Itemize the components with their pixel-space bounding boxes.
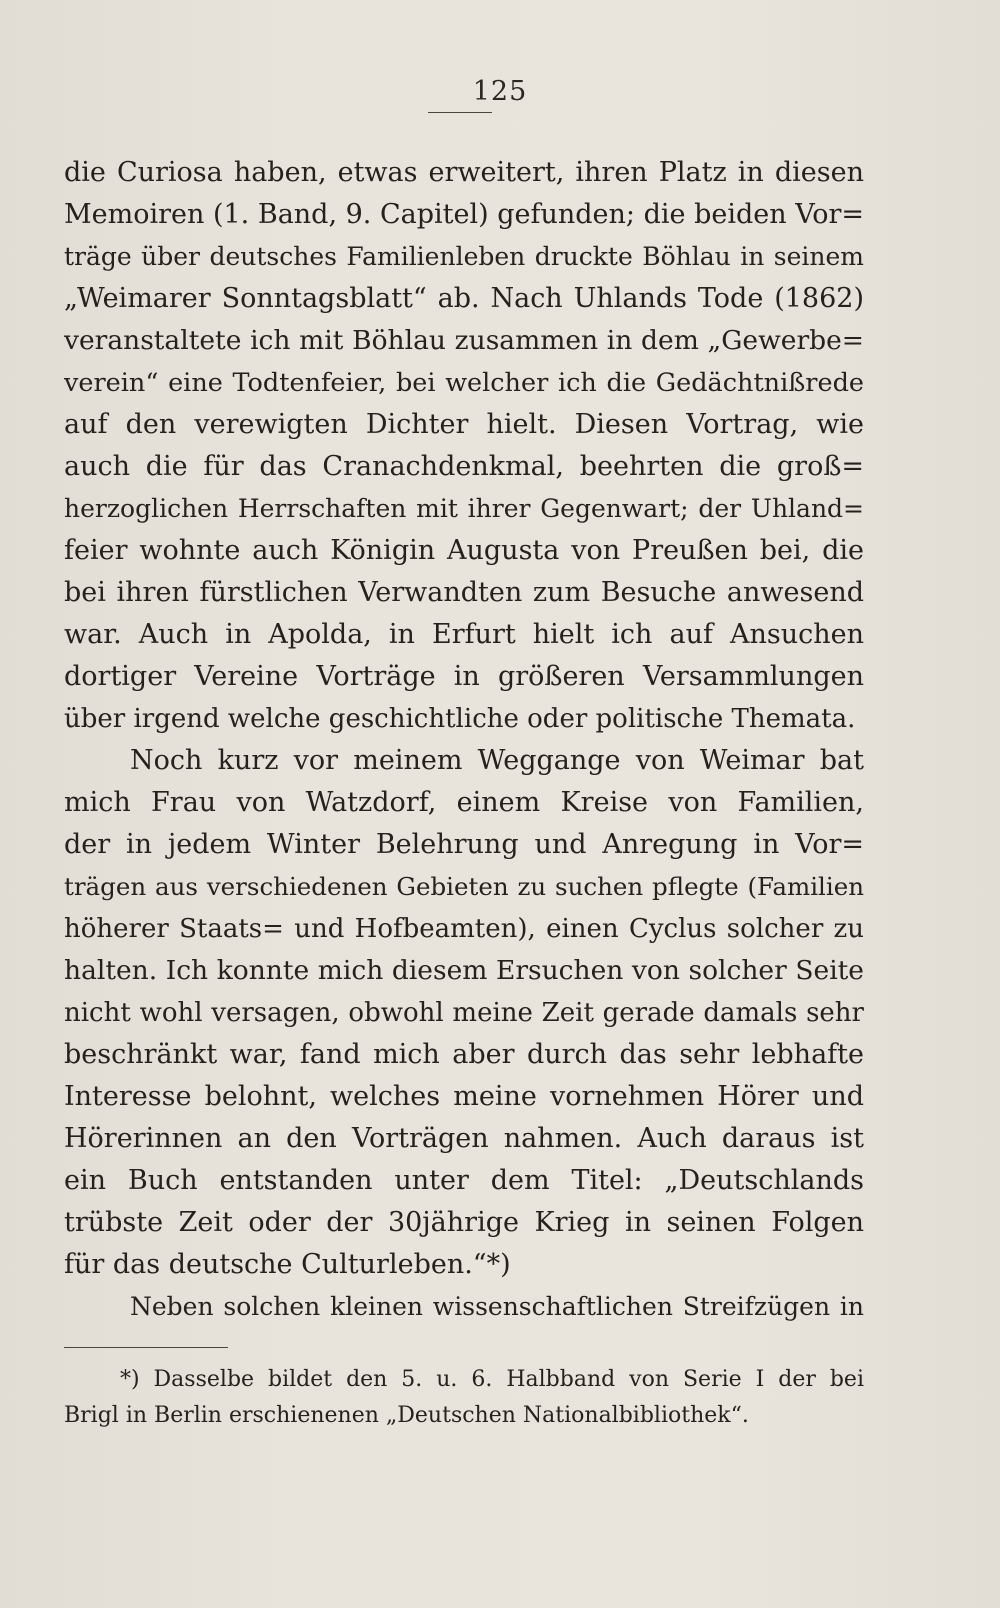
footnotes	[64, 1362, 864, 1434]
text-line: für das deutsche Culturleben.“*)	[64, 1249, 511, 1280]
text-line: veranstaltete ich mit Böhlau zusammen in dem „Gewerbe=	[64, 325, 864, 356]
text-line: beschränkt war, fand mich aber durch das sehr lebhafte	[64, 1039, 864, 1070]
text-line: über irgend welche geschichtliche oder politische Themata.	[64, 704, 856, 734]
text-line: Neben solchen kleinen wissenschaftlichen Streifzügen in	[130, 1292, 864, 1321]
text-line: mich Frau von Watzdorf, einem Kreise von Familien,	[64, 787, 864, 818]
text-line: Noch kurz vor meinem Weggange von Weimar bat	[130, 745, 864, 776]
text-line: dortiger Vereine Vorträge in größeren Versammlungen	[64, 661, 864, 692]
text-line: halten. Ich konnte mich diesem Ersuchen von solcher Seite	[64, 955, 864, 986]
text-line: trägen aus verschiedenen Gebieten zu suchen pflegte (Familien	[64, 872, 864, 901]
body-text	[64, 152, 864, 1328]
footnote-line: Brigl in Berlin erschienenen „Deutschen Nationalbibliothek“.	[64, 1403, 749, 1428]
footnote-line: *) Dasselbe bildet den 5. u. 6. Halbband von Serie I der bei	[120, 1367, 864, 1392]
text-line: war. Auch in Apolda, in Erfurt hielt ich auf Ansuchen	[64, 619, 864, 650]
text-line: höherer Staats= und Hofbeamten), einen Cyclus solcher zu	[64, 914, 864, 944]
text-line: bei ihren fürstlichen Verwandten zum Besuche anwesend	[64, 577, 864, 608]
text-line: träge über deutsches Familienleben druckte Böhlau in seinem	[64, 242, 864, 271]
text-line: auf den verewigten Dichter hielt. Diesen Vortrag, wie	[64, 409, 864, 440]
text-line: trübste Zeit oder der 30jährige Krieg in seinen Folgen	[64, 1207, 864, 1238]
text-line: Hörerinnen an den Vorträgen nahmen. Auch daraus ist	[64, 1123, 864, 1154]
text-line: der in jedem Winter Belehrung und Anregung in Vor=	[64, 829, 864, 860]
text-line: verein“ eine Todtenfeier, bei welcher ich die Gedächtnißrede	[64, 368, 864, 398]
page-number-rule	[428, 112, 492, 113]
page-number: 125	[472, 76, 528, 107]
footnote-rule	[64, 1347, 228, 1348]
text-line: auch die für das Cranachdenkmal, beehrten die groß=	[64, 451, 864, 482]
text-line: Memoiren (1. Band, 9. Capitel) gefunden; die beiden Vor=	[64, 199, 864, 230]
text-line: herzoglichen Herrschaften mit ihrer Gegenwart; der Uhland=	[64, 494, 864, 523]
text-line: Interesse belohnt, welches meine vornehmen Hörer und	[64, 1081, 864, 1112]
text-line: feier wohnte auch Königin Augusta von Preußen bei, die	[64, 535, 864, 566]
text-line: „Weimarer Sonntagsblatt“ ab. Nach Uhlands Tode (1862)	[64, 283, 864, 314]
text-line: die Curiosa haben, etwas erweitert, ihren Platz in diesen	[64, 157, 864, 188]
text-line: ein Buch entstanden unter dem Titel: „Deutschlands	[64, 1165, 864, 1196]
text-line: nicht wohl versagen, obwohl meine Zeit gerade damals sehr	[64, 998, 864, 1028]
